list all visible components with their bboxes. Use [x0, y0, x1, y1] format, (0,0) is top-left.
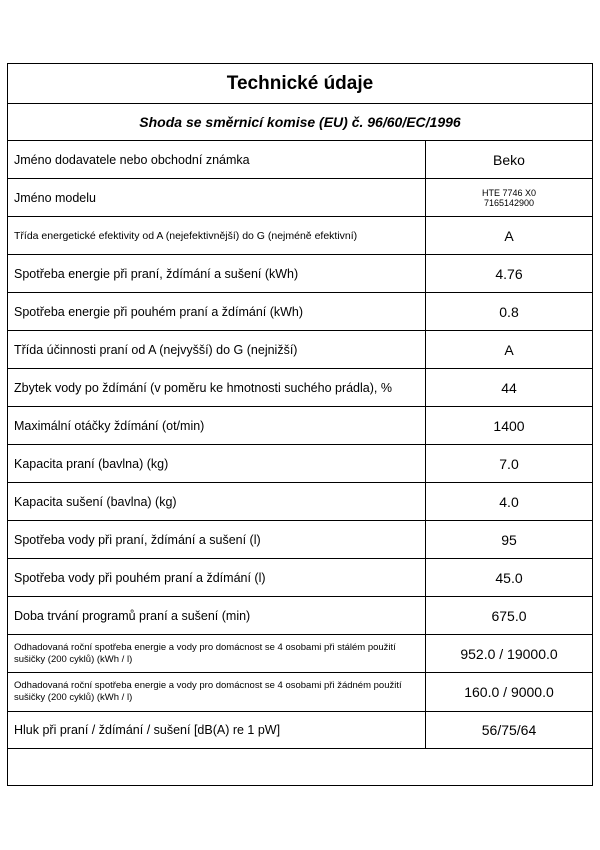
table-row [8, 255, 592, 293]
row-label: Jméno modelu [8, 179, 426, 216]
table-row [8, 521, 592, 559]
table-row [8, 712, 592, 749]
row-label: Odhadovaná roční spotřeba energie a vody pro domácnost se 4 osobami při žádném použití sušičky (200 cyklů) (kWh / l) [8, 673, 426, 711]
table-row [8, 217, 592, 255]
row-value: 675.0 [491, 607, 527, 624]
empty-row [8, 749, 592, 785]
table-row [8, 445, 592, 483]
table-row [8, 407, 592, 445]
row-value: 56/75/64 [481, 722, 537, 738]
row-label: Spotřeba energie při praní, ždímání a sušení (kWh) [8, 255, 426, 292]
row-label: Hluk při praní / ždímání / sušení [dB(A) re 1 pW] [8, 712, 426, 748]
table-title: Technické údaje [8, 64, 592, 104]
row-label: Zbytek vody po ždímání (v poměru ke hmotnosti suchého prádla), % [8, 369, 426, 406]
row-value: 4.76 [495, 265, 523, 282]
table-row [8, 559, 592, 597]
table-row [8, 369, 592, 407]
row-value: 0.8 [499, 303, 519, 320]
row-label: Třída účinnosti praní od A (nejvyšší) do G (nejnižší) [8, 331, 426, 368]
row-label: Jméno dodavatele nebo obchodní známka [8, 141, 426, 178]
table-row [8, 673, 592, 712]
row-label: Spotřeba vody při pouhém praní a ždímání (l) [8, 559, 426, 596]
row-label: Třída energetické efektivity od A (nejefektivnější) do G (nejméně efektivní) [8, 217, 426, 254]
row-label: Kapacita sušení (bavlna) (kg) [8, 483, 426, 520]
row-value: A [504, 341, 514, 358]
table-row [8, 293, 592, 331]
row-value: A [504, 227, 514, 244]
row-value: 44 [501, 379, 517, 396]
row-value: 7.0 [499, 455, 519, 472]
table-row [8, 141, 592, 179]
table-row [8, 597, 592, 635]
table-row [8, 179, 592, 217]
row-value: 952.0 / 19000.0 [460, 645, 558, 662]
row-value [426, 179, 592, 216]
table-row [8, 331, 592, 369]
table-row [8, 635, 592, 673]
row-label: Maximální otáčky ždímání (ot/min) [8, 407, 426, 444]
row-label: Odhadovaná roční spotřeba energie a vody pro domácnost se 4 osobami při stálém použití sušičky (200 cyklů) (kWh / l) [8, 635, 426, 672]
technical-data-table [7, 63, 593, 786]
table-row [8, 483, 592, 521]
row-label: Kapacita praní (bavlna) (kg) [8, 445, 426, 482]
row-label: Spotřeba energie při pouhém praní a ždímání (kWh) [8, 293, 426, 330]
row-value: 1400 [493, 417, 525, 434]
table-subtitle: Shoda se směrnicí komise (EU) č. 96/60/EC/1996 [8, 104, 592, 141]
row-value: 95 [501, 531, 517, 548]
row-value: 45.0 [495, 569, 523, 586]
row-label: Spotřeba vody při praní, ždímání a sušení (l) [8, 521, 426, 558]
row-value: Beko [493, 151, 525, 168]
model-code: 7165142900 [483, 197, 535, 208]
row-value: 160.0 / 9000.0 [464, 684, 554, 700]
model-name: HTE 7746 X0 [481, 187, 537, 198]
row-value: 4.0 [499, 493, 519, 510]
row-label: Doba trvání programů praní a sušení (min) [8, 597, 426, 634]
